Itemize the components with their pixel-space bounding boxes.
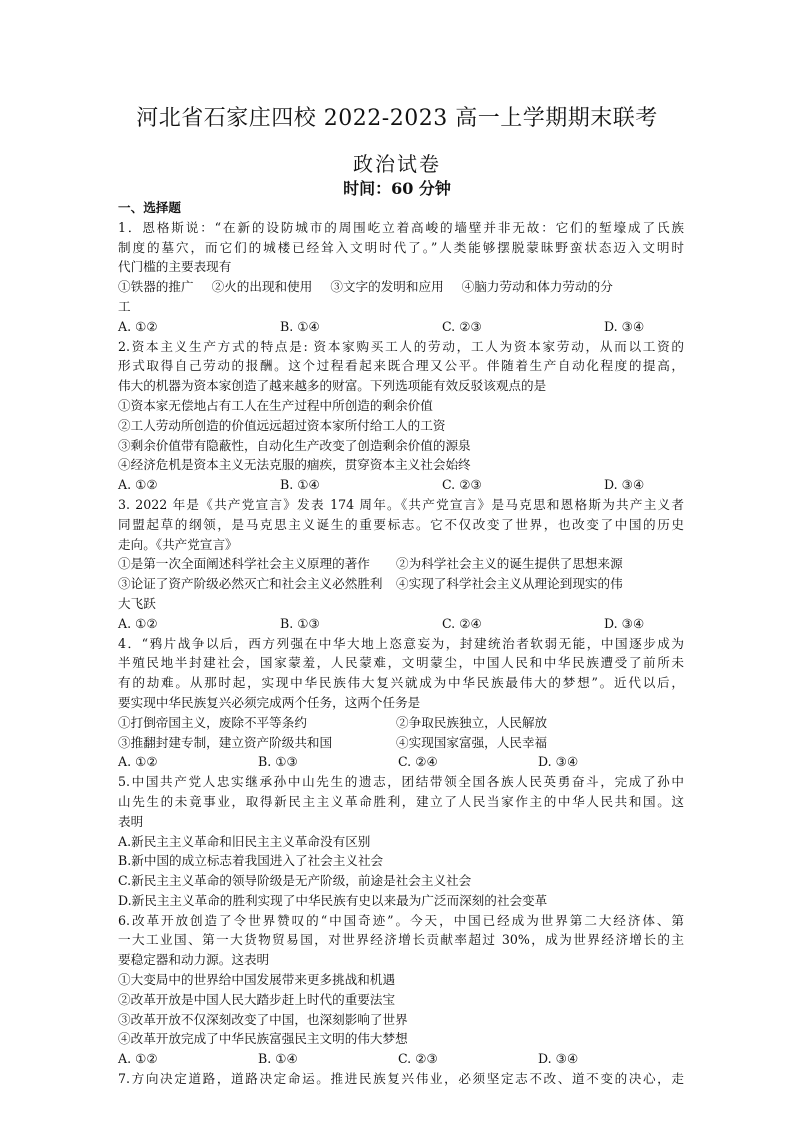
question-2	[118, 337, 684, 495]
question-text: 半殖民地半封建社会，国家蒙羞，人民蒙难，文明蒙尘，中国人民和中华民族遭受了前所未	[118, 655, 684, 671]
question-text: 山先生的未竟事业，取得新民主主义革命胜利，建立了人民当家作主的中华人民共和国。这	[118, 793, 684, 809]
question-text: 要实现中华民族复兴必须完成两个任务，这两个任务是	[118, 694, 421, 710]
question-text: 走向。《共产党宣言》	[118, 536, 238, 552]
statement: ④改革开放完成了中华民族富强民主文明的伟大梦想	[118, 1031, 408, 1047]
statement: ④经济危机是资本主义无法克服的痼疾，贯穿资本主义社会始终	[118, 457, 471, 473]
statement: ②为科学社会主义的诞生提供了思想来源	[396, 556, 623, 572]
exam-title: 河北省石家庄四校 2022-2023 高一上学期期末联考	[136, 106, 658, 131]
option-a[interactable]: A. ①②	[118, 1051, 158, 1067]
question-text: 同盟起草的纲领，是马克思主义诞生的重要标志。它不仅改变了世界，也改变了中国的历史	[118, 516, 684, 532]
question-text: 4．“鸦片战争以后，西方列强在中华大地上恣意妄为，封建统治者软弱无能，中国逐步成为	[118, 635, 684, 651]
statement: 工	[118, 298, 131, 314]
option-c[interactable]: C. ②③	[442, 318, 482, 334]
question-text: 代门槛的主要表现有	[118, 259, 232, 275]
question-5	[118, 772, 684, 911]
statement: ③论证了资产阶级必然灭亡和社会主义必然胜利	[118, 576, 383, 592]
answer-options	[118, 475, 684, 495]
option-c[interactable]: C. ②④	[442, 615, 482, 631]
statement: ③剩余价值带有隐蔽性，自动化生产改变了创造剩余价值的源泉	[118, 437, 471, 453]
question-text: 伟大的机器为资本家创造了越来越多的财富。下列选项能有效反驳该观点的是	[118, 378, 547, 394]
statement: ④实现了科学社会主义从理论到现实的伟	[396, 576, 623, 592]
statement: ②争取民族独立，人民解放	[396, 714, 548, 730]
option-d[interactable]: D. ③④	[538, 1051, 579, 1067]
option-c[interactable]: C. ②③	[398, 1051, 438, 1067]
question-6	[118, 911, 684, 1069]
statement: ①大变局中的世界给中国发展带来更多挑战和机遇	[118, 972, 396, 988]
option-c[interactable]: C.新民主主义革命的领导阶级是无产阶级，前途是社会主义社会	[118, 873, 472, 889]
statement: ②改革开放是中国人民大踏步赶上时代的重要法宝	[118, 991, 396, 1007]
statement: ③推翻封建专制，建立资产阶级共和国	[118, 734, 333, 750]
question-text: 5.中国共产党人忠实继承孙中山先生的遗志，团结带领全国各族人民英勇奋斗，完成了孙中	[118, 774, 684, 790]
option-c[interactable]: C. ②④	[398, 754, 438, 770]
question-text: 7.方向决定道路，道路决定命运。推进民族复兴伟业，必须坚定志不改、道不变的决心，走	[118, 1071, 684, 1087]
question-text: 2.资本主义生产方式的特点是: 资本家购买工人的劳动，工人为资本家劳动，从而以工资的	[118, 338, 684, 354]
question-text: 1．恩格斯说：“在新的设防城市的周围屹立着高峻的墙壁并非无故：它们的堑壕成了氏族	[118, 219, 684, 235]
option-d[interactable]: D. ③④	[604, 615, 645, 631]
question-text: 形式取得自己劳动的报酬。这个过程看起来既合理又公平。伴随着生产自动化程度的提高，	[118, 358, 684, 374]
answer-options	[118, 1049, 684, 1069]
statement: ③改革开放不仅深刻改变了中国，也深刻影响了世界	[118, 1011, 408, 1027]
statement: ④脑力劳动和体力劳动的分	[461, 279, 613, 295]
option-d[interactable]: D. ③④	[604, 318, 645, 334]
option-d[interactable]: D.新民主主义革命的胜利实现了中华民族有史以来最为广泛而深刻的社会变革	[118, 892, 548, 908]
option-a[interactable]: A. ①②	[118, 318, 158, 334]
questions-body	[118, 198, 684, 1089]
question-text: 要稳定器和动力源。这表明	[118, 952, 270, 968]
statement: ①资本家无偿地占有工人在生产过程中所创造的剩余价值	[118, 397, 433, 413]
option-b[interactable]: B. ①③	[258, 754, 298, 770]
statement-row	[118, 733, 684, 753]
statement: ①是第一次全面阐述科学社会主义原理的著作	[118, 556, 370, 572]
option-b[interactable]: B. ①④	[258, 1051, 298, 1067]
question-7	[118, 1069, 684, 1089]
exam-subtitle: 政治试卷	[353, 152, 441, 176]
statement: ①铁器的推广	[118, 279, 194, 295]
option-a[interactable]: A.新民主主义革命和旧民主主义革命没有区别	[118, 833, 371, 849]
statement: ④实现国家富强，人民幸福	[396, 734, 548, 750]
question-text: 制度的墓穴，而它们的城楼已经耸入文明时代了。”人类能够摆脱蒙昧野蛮状态迈入文明时	[118, 239, 684, 255]
question-text: 有的劫难。从那时起，实现中华民族伟大复兴就成为中华民族最伟大的梦想”。近代以后，	[118, 675, 684, 691]
option-b[interactable]: B. ①④	[280, 318, 320, 334]
question-3	[118, 495, 684, 634]
statement: ②工人劳动所创造的价值远远超过资本家所付给工人的工资	[118, 417, 446, 433]
option-b[interactable]: B. ①③	[280, 615, 320, 631]
statement-row	[118, 574, 684, 594]
statement-row	[118, 713, 684, 733]
question-4	[118, 634, 684, 773]
option-b[interactable]: B. ①④	[280, 477, 320, 493]
statement-row	[118, 554, 684, 574]
option-a[interactable]: A. ①②	[118, 477, 158, 493]
statement: 大飞跃	[118, 595, 156, 611]
section-heading: 一、选择题	[118, 200, 181, 215]
statement: ①打倒帝国主义，废除不平等条约	[118, 714, 307, 730]
question-text: 一大工业国、第一大货物贸易国，对世界经济增长贡献率超过 30%，成为世界经济增长的主	[118, 932, 684, 948]
question-text: 3. 2022 年是《共产党宣言》发表 174 周年。《共产党宣言》是马克思和恩格斯为共产主义者	[118, 496, 684, 512]
statement: ②火的出现和使用	[211, 279, 313, 295]
answer-options	[118, 317, 684, 337]
question-text: 表明	[118, 813, 144, 829]
option-d[interactable]: D. ③④	[538, 754, 579, 770]
answer-options	[118, 752, 684, 772]
question-text: 6.改革开放创造了令世界赞叹的“中国奇迹”。今天，中国已经成为世界第二大经济体、第	[118, 912, 684, 928]
option-a[interactable]: A. ①②	[118, 754, 158, 770]
option-b[interactable]: B.新中国的成立标志着我国进入了社会主义社会	[118, 853, 384, 869]
answer-options	[118, 614, 684, 634]
exam-time: 时间：60 分钟	[343, 179, 451, 198]
statement: ③文字的发明和应用	[330, 279, 444, 295]
option-c[interactable]: C. ②③	[442, 477, 482, 493]
option-a[interactable]: A. ①②	[118, 615, 158, 631]
statement-row	[118, 277, 684, 297]
question-1	[118, 218, 684, 337]
option-d[interactable]: D. ③④	[604, 477, 645, 493]
